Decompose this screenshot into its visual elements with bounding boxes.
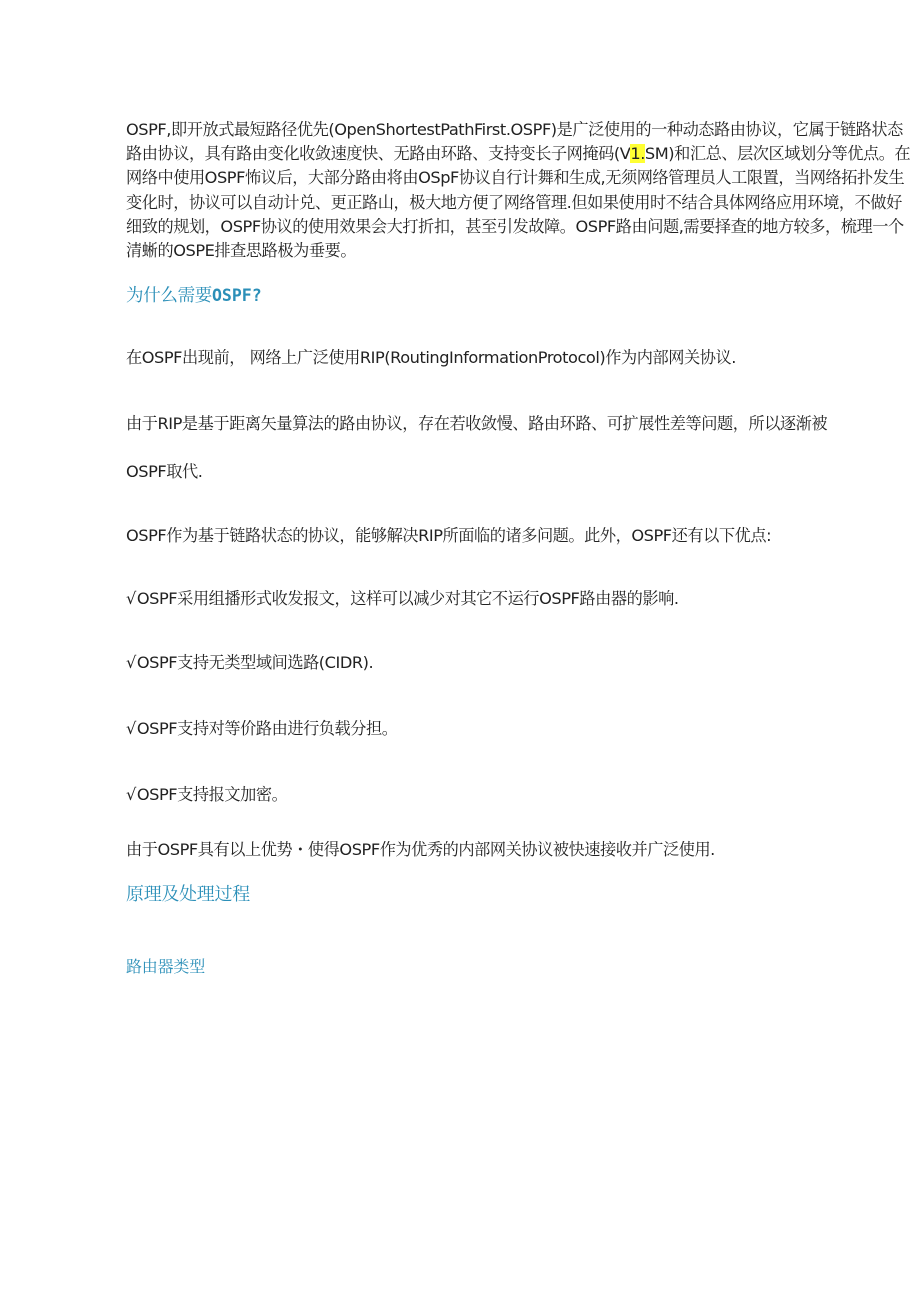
paragraph-rip: 在OSPF出现前， 网络上广泛使用RIP(RoutingInformationProtocol)作为内部网关协议. (126, 348, 736, 367)
heading-why-ospf (126, 282, 262, 307)
check-mark-icon: √ (126, 719, 136, 738)
advantage-text: OSPF支持报文加密。 (136, 785, 288, 804)
advantage-item (126, 781, 287, 805)
heading-router-types: 路由器类型 (126, 957, 206, 976)
paragraph-rip-problems: 由于RIP是基于距离矢量算法的路由协议，存在若收敛慢、路由环路、可扩展性差等问题，所以逐渐被 (126, 414, 828, 433)
advantage-item (126, 649, 373, 673)
advantage-item (126, 585, 679, 609)
intro-text-part2: SM)和汇总、层次区域划分等优点。在网络中使用OSPF怖议后，大部分路由将由OSpF协议自行计舞和生成,无须网络管理员人工限置，当网络拓扑发生变化时，协议可以自动计兑、更正路山，极大地方便了网络管理.但如果使用时不结合具体网络应用环境，不做好细致的规划，OSPF协议的使用效果会大打折扣，甚至引发故障。OSPF路由问题,需要择查的地方较多，梳理一个清蜥的OSPE排查思路极为垂要。 (126, 144, 911, 261)
intro-text-part1: OSPF,即开放式最短路径优先(OpenShortestPathFirst.OSPF)是广泛使用的一种动态路由协议，它属于链路状态路由协议，具有路由变化收敛速度快、无路由环路、支持变长子网掩码(V (126, 120, 903, 164)
paragraph-conclusion: 由于OSPF具有以上优势・使得OSPF作为优秀的内部网关协议被快速接收并广泛使用. (126, 840, 715, 859)
heading-principle: 原理及处理过程 (126, 884, 250, 905)
paragraph-advantages-intro: OSPF作为基于链路状态的协议，能够解决RIP所面临的诸多问题。此外，OSPF还有以下优点: (126, 526, 772, 545)
heading-why-prefix: 为什么需要 (126, 286, 212, 306)
advantage-item (126, 715, 398, 739)
paragraph-replaced: OSPF取代. (126, 462, 203, 481)
check-mark-icon: √ (126, 785, 136, 804)
check-mark-icon: √ (126, 589, 136, 608)
intro-highlighted-text: 1. (630, 144, 645, 164)
advantage-text: OSPF支持无类型域间选路(CIDR). (136, 653, 374, 672)
advantage-text: OSPF采用组播形式收发报文，这样可以减少对其它不运行OSPF路由器的影响. (136, 589, 679, 608)
check-mark-icon: √ (126, 653, 136, 672)
intro-paragraph (126, 118, 916, 263)
advantage-text: OSPF支持对等价路由进行负载分担。 (136, 719, 398, 738)
heading-why-ospf-term: OSPF? (212, 286, 262, 305)
